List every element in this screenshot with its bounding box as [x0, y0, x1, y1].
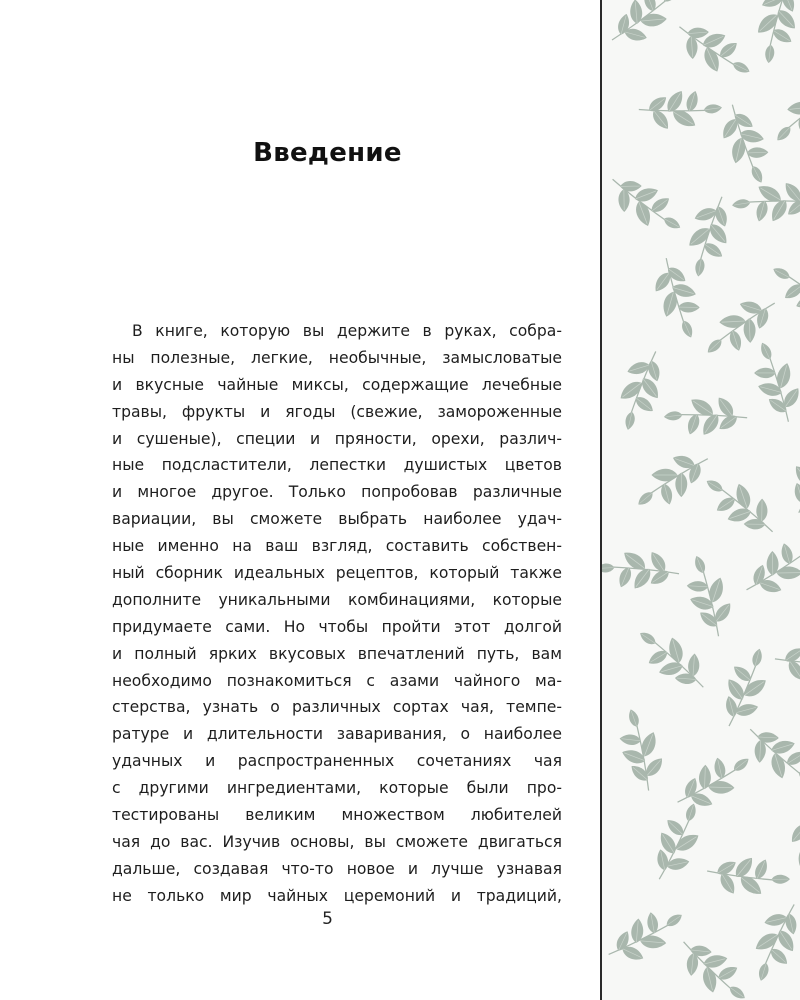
- leaf-sprig-icon: [737, 339, 800, 423]
- body-line: стерства, узнать о различных сортах чая, темпе-: [112, 698, 562, 717]
- body-line: ны полезные, легкие, необычные, замысловатые: [112, 348, 562, 367]
- body-line: тестированы великим множеством любителей: [112, 806, 562, 825]
- body-line: придумаете сами. Но чтобы пройти этот долгой: [112, 617, 562, 636]
- leaf-sprig-icon: [769, 250, 800, 332]
- leaf-sprig-icon: [668, 552, 748, 638]
- body-line: В книге, которую вы держите в руках, собра-: [132, 322, 562, 340]
- body-line: ные именно на ваш взгляд, составить собствен-: [112, 537, 562, 556]
- leaf-sprig-icon: [705, 832, 794, 921]
- body-line: дополните уникальными комбинациями, которые: [112, 590, 562, 609]
- leaf-sprig-icon: [602, 705, 681, 792]
- leaf-sprig-icon: [637, 66, 727, 154]
- leaf-sprig-icon: [728, 159, 800, 246]
- leaf-sprig-icon: [639, 257, 718, 342]
- leaf-sprig-icon: [612, 0, 680, 43]
- body-line: ные подсластители, лепестки душистых цветов: [112, 456, 562, 475]
- body-line: не только мир чайных церемоний и традиций,: [112, 886, 562, 905]
- leaf-sprig-icon: [708, 104, 784, 187]
- leaf-sprig-icon: [746, 535, 800, 598]
- leaf-sprig-icon: [602, 526, 681, 615]
- leaf-sprig-icon: [702, 644, 790, 728]
- leaf-pattern-icon: [602, 0, 800, 1000]
- leaf-sprig-icon: [732, 902, 800, 985]
- body-line: ратуре и длительности заваривания, о наиболее: [112, 725, 562, 744]
- body-line: и многое другое. Только попробовав различные: [112, 483, 562, 502]
- chapter-title: Введение: [253, 138, 402, 168]
- leaf-sprig-icon: [602, 349, 685, 434]
- body-line: и сушеные), специи и пряности, орехи, различ-: [112, 429, 562, 448]
- leaf-sprig-icon: [769, 430, 800, 516]
- body-line: ный сборник идеальных рецептов, который также: [112, 564, 562, 583]
- leaf-sprig-icon: [680, 933, 748, 1000]
- body-line: необходимо познакомиться с азами чайного ма-: [112, 671, 562, 690]
- leaf-sprig-icon: [677, 748, 752, 814]
- body-line: дальше, создавая что-то новое и лучше узнавая: [112, 859, 562, 878]
- leaf-sprig-icon: [703, 465, 776, 545]
- leaf-sprig-icon: [773, 84, 800, 143]
- body-text: [112, 318, 562, 910]
- leaf-sprig-icon: [608, 900, 685, 969]
- leaf-sprig-icon: [732, 0, 800, 67]
- leaf-sprig-icon: [636, 620, 706, 698]
- body-line: чая до вас. Изучив основы, вы сможете двигаться: [112, 832, 562, 851]
- leaf-sprig-icon: [660, 372, 750, 460]
- leaf-sprig-icon: [609, 164, 684, 246]
- leaf-sprig-icon: [773, 618, 800, 707]
- body-line: с другими ингредиентами, которые были про-: [112, 779, 562, 798]
- body-line: травы, фрукты и ягоды (свежие, замороженные: [112, 402, 562, 421]
- leaf-sprig-icon: [634, 799, 721, 882]
- page-number: 5: [322, 909, 333, 929]
- leaf-sprig-icon: [676, 9, 753, 93]
- body-line: и вкусные чайные миксы, содержащие лечебные: [112, 375, 562, 394]
- body-line: вариации, вы сможете выбрать наиболее удач-: [112, 510, 562, 529]
- body-line: и полный ярких вкусовых впечатлений путь, вам: [112, 644, 562, 663]
- leaf-pattern-panel: [602, 0, 800, 1000]
- leaf-sprig-icon: [635, 450, 708, 514]
- body-line: удачных и распространенных сочетаниях чая: [112, 752, 562, 771]
- leaf-sprig-icon: [747, 718, 800, 797]
